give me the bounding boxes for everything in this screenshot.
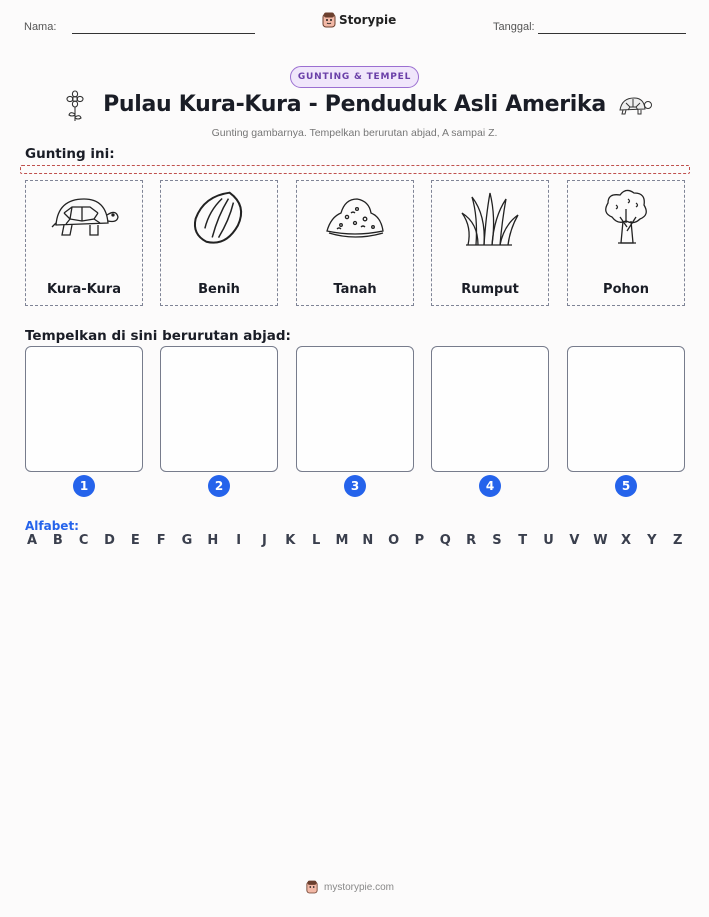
alphabet-label: Alfabet: xyxy=(25,519,79,533)
turtle-icon xyxy=(50,187,120,249)
instructions: Gunting gambarnya. Tempelkan berurutan abjad, A sampai Z. xyxy=(211,127,498,139)
alphabet-letter: D xyxy=(104,533,115,548)
alphabet-letter: V xyxy=(569,533,580,548)
alphabet-letter: I xyxy=(236,533,242,548)
alphabet-letter: T xyxy=(518,533,528,548)
storypie-mascot-icon xyxy=(322,12,336,28)
paste-box-2[interactable] xyxy=(160,346,278,472)
alphabet-letter: E xyxy=(130,533,140,548)
page-title: Pulau Kura-Kura - Penduduk Asli Amerika xyxy=(103,92,606,117)
alphabet-letter: S xyxy=(492,533,502,548)
paste-box-4[interactable] xyxy=(431,346,549,472)
name-label: Nama: xyxy=(24,21,57,33)
cut-card-soil[interactable] xyxy=(296,180,414,306)
number-badge: 4 xyxy=(479,475,501,497)
cut-section-label: Gunting ini: xyxy=(25,146,115,162)
number-badge: 1 xyxy=(73,475,95,497)
turtle-decoration-icon xyxy=(616,95,652,117)
number-badge: 5 xyxy=(615,475,637,497)
alphabet-letter: W xyxy=(593,533,608,548)
grass-icon xyxy=(456,187,526,249)
alphabet-letter: L xyxy=(311,533,321,548)
footer-url: mystorypie.com xyxy=(324,881,395,893)
cut-card-turtle[interactable] xyxy=(25,180,143,306)
cut-line xyxy=(20,165,690,174)
alphabet-letter: F xyxy=(156,533,166,548)
alphabet-letter: N xyxy=(362,533,374,548)
cut-card-label: Tanah xyxy=(333,282,377,297)
number-badge: 2 xyxy=(208,475,230,497)
alphabet-letter: R xyxy=(466,533,477,548)
brand-name: Storypie xyxy=(339,13,397,27)
alphabet-letter: Y xyxy=(647,533,657,548)
cut-card-tree[interactable] xyxy=(567,180,685,306)
cut-card-grass[interactable] xyxy=(431,180,549,306)
paste-section-label: Tempelkan di sini berurutan abjad: xyxy=(25,328,291,344)
alphabet-letter: Q xyxy=(439,533,451,548)
date-line xyxy=(538,33,686,34)
cut-card-label: Benih xyxy=(198,282,240,297)
alphabet-row xyxy=(25,533,685,548)
alphabet-letter: O xyxy=(388,533,400,548)
paste-box-1[interactable] xyxy=(25,346,143,472)
paste-box-5[interactable] xyxy=(567,346,685,472)
brand-logo xyxy=(322,12,396,28)
alphabet-letter: K xyxy=(285,533,296,548)
alphabet-letter: J xyxy=(262,533,267,548)
soil-icon xyxy=(321,187,391,249)
cut-card-label: Rumput xyxy=(461,282,519,297)
cut-card-label: Pohon xyxy=(603,282,649,297)
seed-icon xyxy=(185,187,255,249)
alphabet-letter: A xyxy=(26,533,38,548)
alphabet-letter: X xyxy=(621,533,632,548)
tree-icon xyxy=(592,187,662,249)
name-line xyxy=(72,33,255,34)
date-label: Tanggal: xyxy=(493,21,535,33)
paste-box-3[interactable] xyxy=(296,346,414,472)
alphabet-letter: H xyxy=(207,533,219,548)
footer xyxy=(306,880,394,894)
number-badge: 3 xyxy=(344,475,366,497)
alphabet-letter: M xyxy=(335,533,349,548)
alphabet-letter: B xyxy=(52,533,63,548)
alphabet-letter: G xyxy=(181,533,193,548)
cut-card-label: Kura-Kura xyxy=(47,282,121,297)
storypie-mascot-icon xyxy=(306,880,318,894)
alphabet-letter: U xyxy=(543,533,554,548)
cut-card-seed[interactable] xyxy=(160,180,278,306)
alphabet-letter: C xyxy=(78,533,89,548)
alphabet-letter: Z xyxy=(672,533,683,548)
alphabet-letter: P xyxy=(414,533,425,548)
activity-badge: GUNTING & TEMPEL xyxy=(290,66,419,88)
